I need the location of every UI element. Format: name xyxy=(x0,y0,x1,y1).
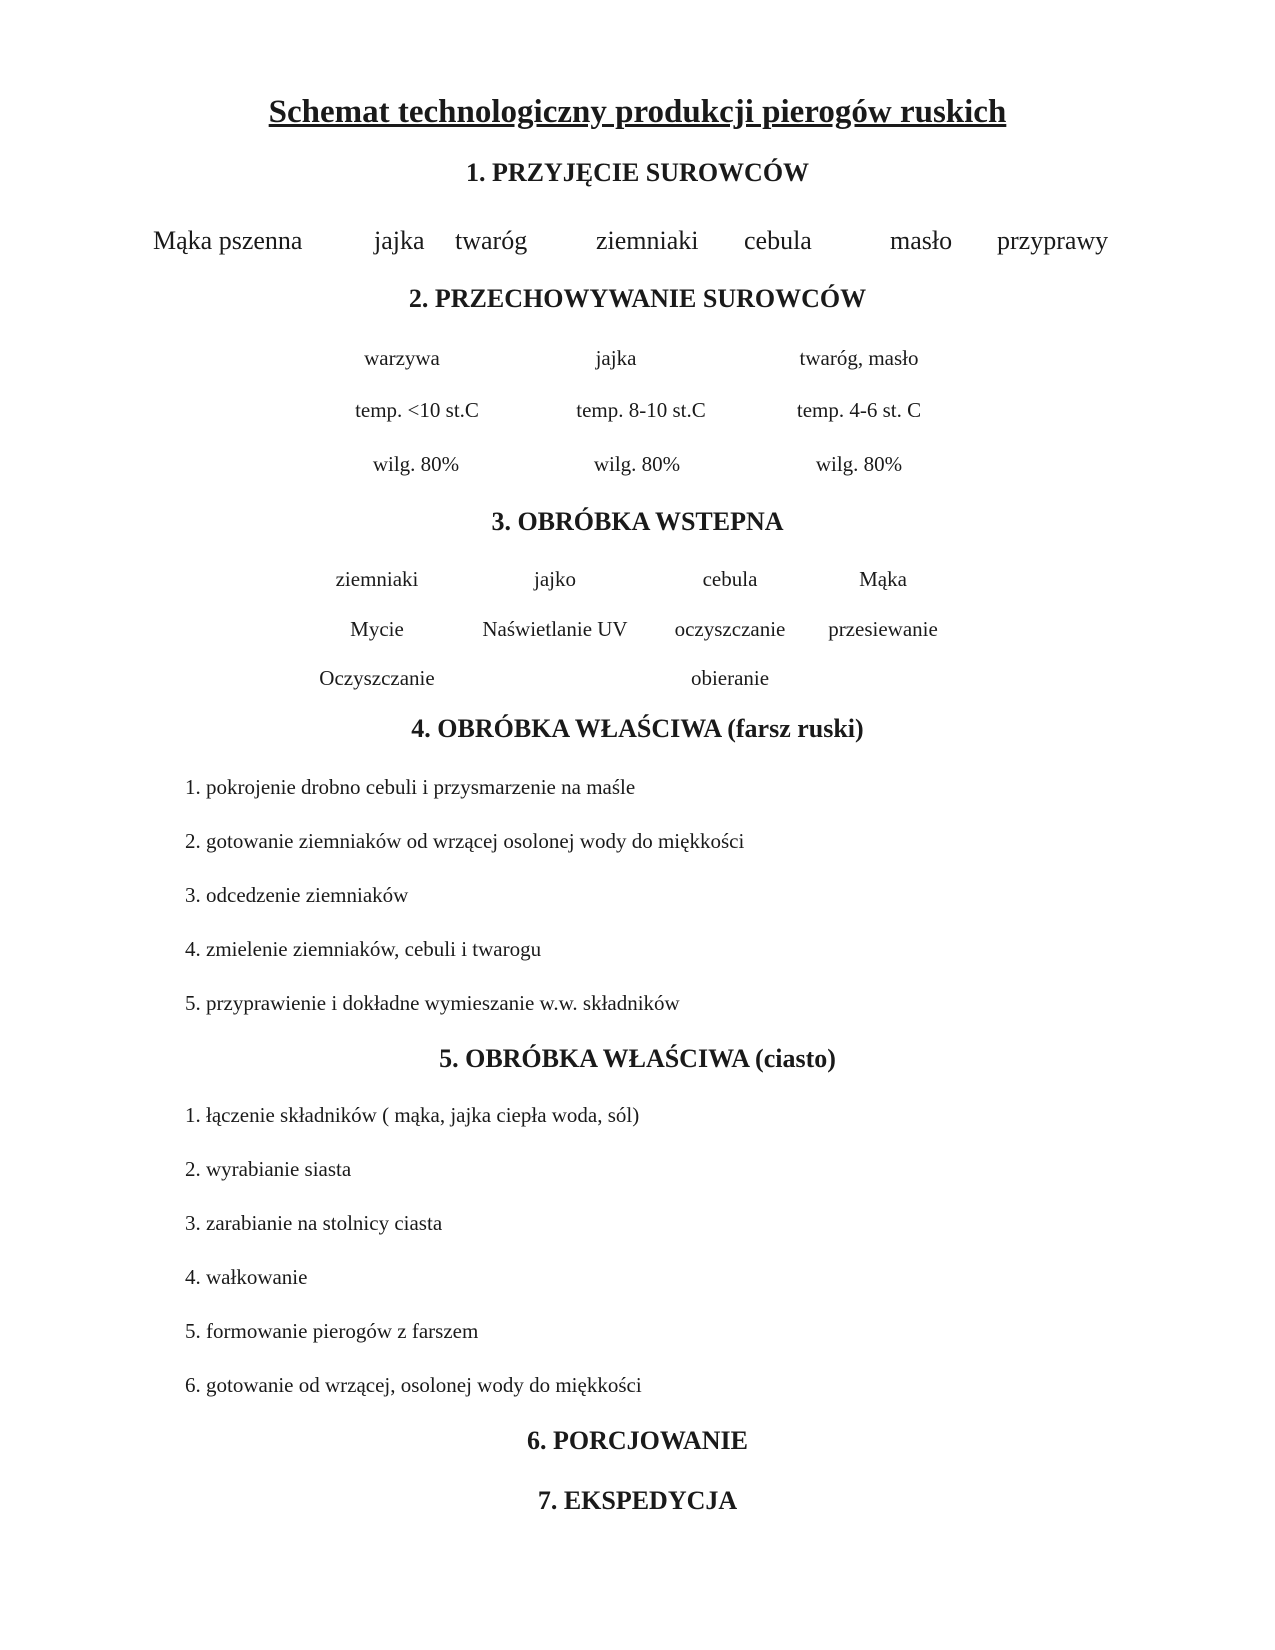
dough-step: 1. łączenie składników ( mąka, jajka ciepła woda, sól) xyxy=(185,1103,640,1127)
storage-humidity: wilg. 80% xyxy=(372,452,460,476)
storage-column-name: jajka xyxy=(595,346,637,370)
storage-humidity: wilg. 80% xyxy=(593,452,681,476)
raw-material-cheese: twaróg xyxy=(455,226,528,255)
filling-step: 5. przyprawienie i dokładne wymieszanie w.w. składników xyxy=(185,991,680,1015)
preprocess-column-name: Mąka xyxy=(859,567,907,591)
section-heading-1: 1. PRZYJĘCIE SUROWCÓW xyxy=(465,158,810,187)
filling-step: 3. odcedzenie ziemniaków xyxy=(185,883,409,907)
storage-humidity: wilg. 80% xyxy=(815,452,903,476)
preprocess-step: obieranie xyxy=(690,666,770,690)
storage-temperature: temp. 4-6 st. C xyxy=(796,398,922,422)
dough-step: 5. formowanie pierogów z farszem xyxy=(185,1319,479,1343)
preprocess-step: Naświetlanie UV xyxy=(482,617,628,641)
storage-temperature: temp. 8-10 st.C xyxy=(576,398,706,422)
document-title: Schemat technologiczny produkcji pierogów ruskich xyxy=(268,94,1007,130)
section-heading-7: 7. EKSPEDYCJA xyxy=(537,1486,738,1515)
preprocess-step: Mycie xyxy=(350,617,404,641)
raw-material-potatoes: ziemniaki xyxy=(596,226,699,255)
section-heading-6: 6. PORCJOWANIE xyxy=(526,1426,748,1455)
storage-temperature: temp. <10 st.C xyxy=(355,398,479,422)
dough-step: 2. wyrabianie siasta xyxy=(185,1157,352,1181)
preprocess-column-name: ziemniaki xyxy=(335,567,419,591)
filling-step: 2. gotowanie ziemniaków od wrzącej osolonej wody do miękkości xyxy=(185,829,745,853)
raw-material-eggs: jajka xyxy=(374,226,425,255)
dough-step: 4. wałkowanie xyxy=(185,1265,308,1289)
dough-step: 6. gotowanie od wrzącej, osolonej wody do miękkości xyxy=(185,1373,642,1397)
preprocess-column-name: jajko xyxy=(534,567,576,591)
storage-column-name: warzywa xyxy=(364,346,440,370)
dough-step: 3. zarabianie na stolnicy ciasta xyxy=(185,1211,443,1235)
section-heading-4: 4. OBRÓBKA WŁAŚCIWA (farsz ruski) xyxy=(411,714,864,743)
filling-step: 1. pokrojenie drobno cebuli i przysmarzenie na maśle xyxy=(185,775,636,799)
preprocess-step: oczyszczanie xyxy=(674,617,786,641)
raw-material-spices: przyprawy xyxy=(997,226,1109,255)
storage-column-name: twaróg, masło xyxy=(799,346,919,370)
raw-material-butter: masło xyxy=(890,226,953,255)
section-heading-3: 3. OBRÓBKA WSTEPNA xyxy=(491,507,784,536)
filling-step: 4. zmielenie ziemniaków, cebuli i twarogu xyxy=(185,937,542,961)
preprocess-step: przesiewanie xyxy=(828,617,938,641)
raw-material-onion: cebula xyxy=(744,226,812,255)
preprocess-column-name: cebula xyxy=(702,567,758,591)
section-heading-5: 5. OBRÓBKA WŁAŚCIWA (ciasto) xyxy=(439,1044,836,1073)
raw-material-flour: Mąka pszenna xyxy=(153,226,303,255)
preprocess-step: Oczyszczanie xyxy=(319,666,435,690)
section-heading-2: 2. PRZECHOWYWANIE SUROWCÓW xyxy=(408,284,867,313)
